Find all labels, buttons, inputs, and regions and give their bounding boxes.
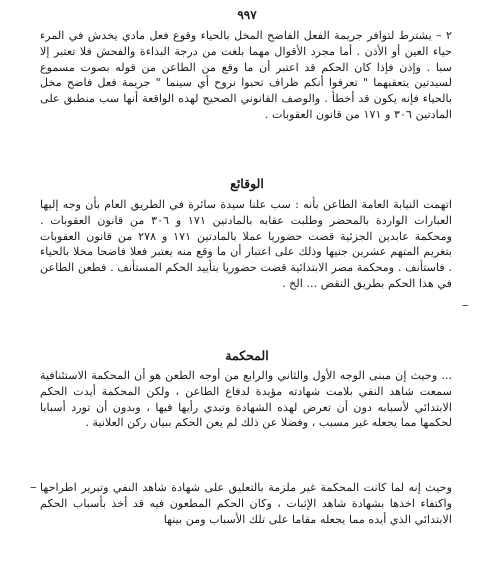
margin-mark: – [30,480,37,495]
headnote-paragraph: ٢ – يشترط لتوافر جريمة الفعل الفاضح المخل بالحياء وقوع فعل مادي يخدش في المرء حياء العين أو الأذن . أما مجرد الأقوال مهما بلغت من درجة البذاءة والفحش فلا تعتبر إلا سبا . وإذن فإذا كان الحكم قد اعتبر أن ما وقع من الطاعن من قوله بصوت مسموع لسيدتين يتعقبهما " تعرفوا أنكم ظراف تحبوا نروح أي سينما " جريمة فعل فاضح مخل بالحياء فإنه يكون قد أخطأ . والوصف القانوني الصحيح لهذه الواقعة أنها سب منطبق على المادتين ٣٠٦ و ١٧١ من قانون العقوبات . [40,29,452,121]
margin-mark: – [462,298,469,313]
facts-paragraph: اتهمت النيابة العامة الطاعن بأنه : سب علنا سيدة سائرة في الطريق العام بأن وجه إليها العبارات الواردة بالمحضر وطلبت عقابه بالمادتين ١٧١ و ٣٠٦ من قانون العقوبات . ومحكمة عابدين الجزئية قضت حضوريا عملا بالمادتين ١٧١ و ٢٧٨ من قانون العقوبات بتغريم المتهم عشرين جنيها وذلك على اعتبار أن ما وقع منه يعتبر فعلا فاضحا مخلا بالحياء . فاستأنف . ومحكمة مصر الابتدائية قضت حضوريا بتأييد الحكم المستأنف . فطعن الطاعن في هذا الحكم بطريق النقض ... الخ . [40,198,453,290]
page-number: ٩٩٧ [237,8,257,22]
court-paragraph-1: ... وحيث إن مبنى الوجه الأول والثاني والرابع من أوجه الطعن هو أن المحكمة الاستئنافية سمعت شاهد النفي بلامت شهادته مؤيدة لدفاع الطاعن ، ولكن المحكمة أيدت الحكم الابتدائي لأسبابه دون أن تعرض لهذه الشهادة وتبدي رأيها فيها ، وبدون أن تورد أسبابا لحكمها مما يجعله غير مسبب ، وفضلا عن ذلك لم يعن الحكم ببيان ركن العلانية . [40,369,452,430]
facts-heading: الوقائع [230,176,264,191]
court-paragraph-2: وحيث إنه لما كانت المحكمة غير ملزمة بالتعليق على شهادة شاهد النفي وتبرير اطراحها واكتفاء اخذها بشهادة شاهد الإثبات ، وكان الحكم المطعون فيه قد أخذ بأسباب الحكم الابتدائي الذي أيده مما يجعله مقاما على تلك الأسباب ومن بينها [40,481,452,526]
court-heading: المحكمة [225,348,269,363]
